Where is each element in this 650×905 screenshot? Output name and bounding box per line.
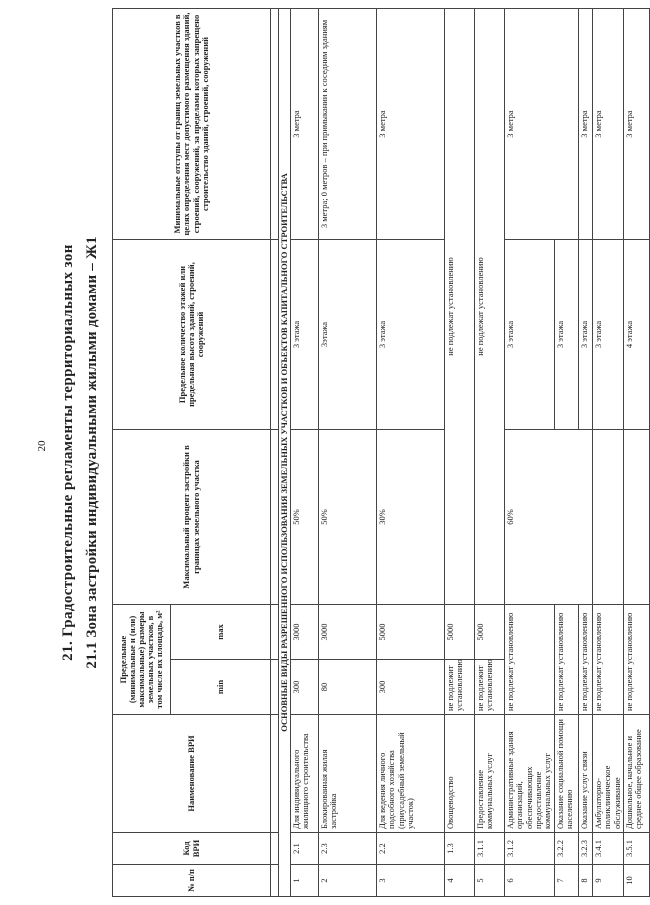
row-setback: 3 метра; 0 метров – при примыкании к соседним зданиям (319, 9, 377, 240)
row-code: 3.1.2 (505, 833, 555, 865)
header-spacer-row (271, 9, 279, 897)
table-row (593, 9, 624, 897)
row-code: 2.2 (377, 833, 445, 865)
row-minmax: не подлежат установлению (505, 605, 555, 715)
row-floors: 4 этажа (623, 240, 649, 430)
row-min: не подлежит установлению (445, 660, 475, 715)
row-name: Оказание социальной помощи населению (555, 715, 579, 833)
header-size-group: Предельные (минимальные и (или) максимальные) размеры земельных участков, в том числе их площадь, м² (113, 605, 171, 715)
header-max: max (171, 605, 271, 660)
row-minmax: не подлежат установлению (623, 605, 649, 715)
row-num: 10 (623, 865, 649, 897)
row-percent-empty (593, 430, 624, 605)
row-setback: 3 метра (505, 9, 579, 240)
row-percent: 50% (291, 430, 319, 605)
row-setback: 3 метра (593, 9, 624, 240)
row-min: 300 (291, 660, 319, 715)
row-num: 7 (555, 865, 579, 897)
section-heading: 21. Градостроительные регламенты территориальных зон (60, 244, 76, 661)
table-row (445, 9, 475, 897)
row-num: 5 (475, 865, 505, 897)
row-floors: 3 этажа (377, 240, 445, 430)
row-code: 3.2.3 (579, 833, 593, 865)
row-min: 300 (377, 660, 445, 715)
header-name: Наименование ВРИ (113, 715, 271, 833)
row-setback: 3 метра (623, 9, 649, 240)
table-row (623, 9, 649, 897)
header-floors: Предельное количество этажей или предельная высота зданий, строений, сооружений (113, 240, 271, 430)
row-max: 5000 (445, 605, 475, 660)
row-min: не подлежит установлению (475, 660, 505, 715)
row-percent-empty (623, 430, 649, 605)
regulations-table (112, 8, 650, 897)
header-percent: Максимальный процент застройки в границах земельного участка (113, 430, 271, 605)
header-code: Код ВРИ (113, 833, 271, 865)
row-name: Для индивидуального жилищного строительства (291, 715, 319, 833)
header-num: № п/п (113, 865, 271, 897)
row-minmax: не подлежат установлению (579, 605, 593, 715)
section-row (279, 9, 291, 897)
row-num: 6 (505, 865, 555, 897)
row-max: 3000 (319, 605, 377, 660)
header-min: min (171, 660, 271, 715)
row-floors: 3 этажа (579, 240, 593, 430)
table-row (505, 9, 555, 897)
zone-heading: 21.1 Зона застройки индивидуальными жилыми домами – Ж1 (84, 236, 100, 669)
row-max: 3000 (291, 605, 319, 660)
row-floors: 3 этажа (555, 240, 579, 430)
row-max: 5000 (475, 605, 505, 660)
row-percent: 30% (377, 430, 445, 605)
row-floors: 3этажа (319, 240, 377, 430)
row-code: 3.2.2 (555, 833, 579, 865)
row-code: 1.3 (445, 833, 475, 865)
row-code: 3.1.1 (475, 833, 505, 865)
row-percent: 50% (319, 430, 377, 605)
row-num: 4 (445, 865, 475, 897)
row-name: Блокированная жилая застройка (319, 715, 377, 833)
table-row (377, 9, 445, 897)
row-num: 3 (377, 865, 445, 897)
row-floors: 3 этажа (593, 240, 624, 430)
row-code: 3.4.1 (593, 833, 624, 865)
row-name: Дошкольное, начальное и среднее общее образование (623, 715, 649, 833)
table-row (291, 9, 319, 897)
header-setback: Минимальные отступы от границ земельных участков в целях определения мест допустимого размещения зданий, строений, сооружений, за пределами которых запрещено строительство зданий, строений, сооружений (113, 9, 271, 240)
row-name: Амбулаторно-поликлиническое обслуживание (593, 715, 624, 833)
row-floors: 3 этажа (505, 240, 555, 430)
row-num: 1 (291, 865, 319, 897)
row-name: Предоставление коммунальных услуг (475, 715, 505, 833)
row-name: Оказание услуг связи (579, 715, 593, 833)
row-params-not-set: не подлежат установлению (445, 9, 475, 605)
row-num: 9 (593, 865, 624, 897)
row-params-not-set: не подлежат установлению (475, 9, 505, 605)
row-code: 3.5.1 (623, 833, 649, 865)
row-minmax: не подлежат установлению (555, 605, 579, 715)
row-min: 80 (319, 660, 377, 715)
row-minmax: не подлежат установлению (593, 605, 624, 715)
row-max: 5000 (377, 605, 445, 660)
page-number: 20 (36, 440, 48, 452)
row-setback: 3 метра (377, 9, 445, 240)
row-floors: 3 этажа (291, 240, 319, 430)
row-code: 2.3 (319, 833, 377, 865)
row-name: Административные здания организаций, обеспечивающих предоставление коммунальных услуг (505, 715, 555, 833)
row-name: Для ведения личного подсобного хозяйства (приусадебный земельный участок) (377, 715, 445, 833)
row-name: Овощеводство (445, 715, 475, 833)
row-percent: 60% (505, 430, 593, 605)
row-setback: 3 метра (291, 9, 319, 240)
row-num: 2 (319, 865, 377, 897)
row-code: 2.1 (291, 833, 319, 865)
table-row (475, 9, 505, 897)
section-title: ОСНОВНЫЕ ВИДЫ РАЗРЕШЕННОГО ИСПОЛЬЗОВАНИЯ ЗЕМЕЛЬНЫХ УЧАСТКОВ И ОБЪЕКТОВ КАПИТАЛЬНОГО СТРОИТЕЛЬСТВА (279, 9, 291, 897)
table-row (319, 9, 377, 897)
row-num: 8 (579, 865, 593, 897)
row-setback: 3 метра (579, 9, 593, 240)
